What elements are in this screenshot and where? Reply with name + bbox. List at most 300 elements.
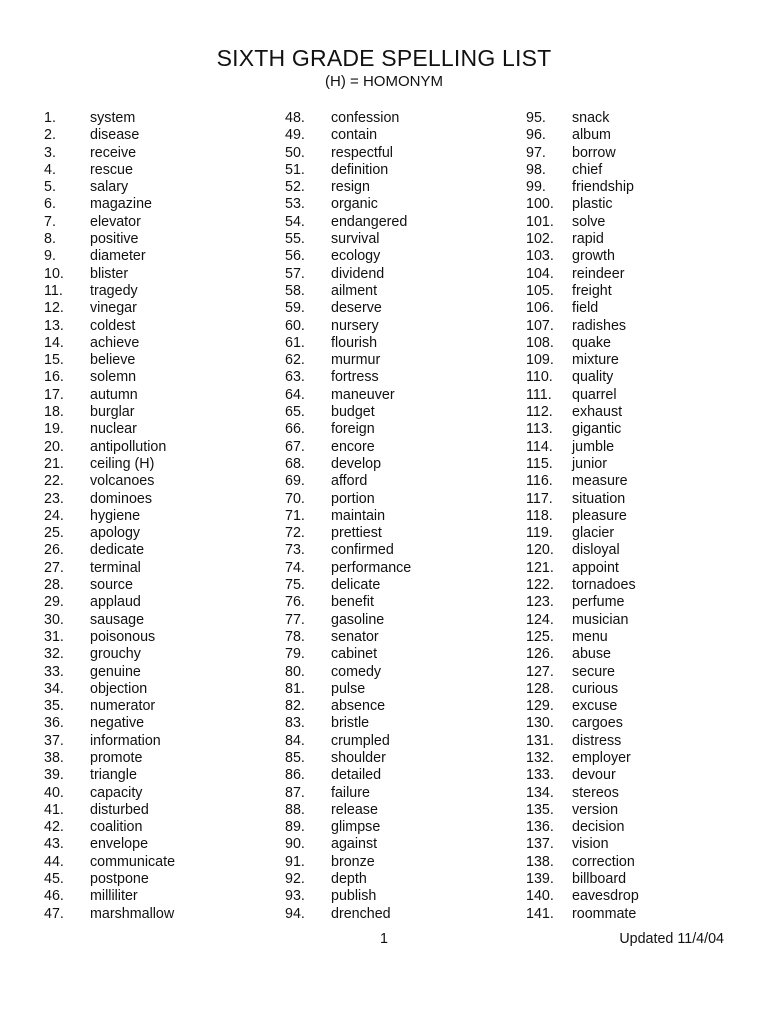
- spelling-word: achieve: [90, 334, 140, 351]
- updated-date: Updated 11/4/04: [619, 931, 724, 947]
- item-number: 89.: [285, 819, 305, 836]
- spelling-word: maintain: [331, 507, 386, 524]
- item-number: 36.: [44, 715, 64, 732]
- spelling-word: album: [572, 127, 611, 144]
- list-item: [285, 491, 515, 508]
- list-item: [285, 162, 515, 179]
- spelling-word: disloyal: [572, 542, 620, 559]
- list-item: [526, 421, 756, 438]
- spelling-word: friendship: [572, 179, 634, 196]
- list-item: [526, 681, 756, 698]
- item-number: 2.: [44, 127, 56, 144]
- word-column-1: [44, 110, 274, 923]
- item-number: 140.: [526, 888, 554, 905]
- list-item: [526, 318, 756, 335]
- spelling-word: ailment: [331, 282, 378, 299]
- word-column-2: [285, 110, 515, 923]
- list-item: [44, 110, 274, 127]
- item-number: 120.: [526, 542, 554, 559]
- spelling-word: confession: [331, 110, 400, 126]
- item-number: 117.: [526, 490, 553, 507]
- spelling-word: appoint: [572, 559, 619, 576]
- list-item: [526, 335, 756, 352]
- spelling-word: blister: [90, 265, 129, 282]
- item-number: 12.: [44, 300, 64, 317]
- item-number: 83.: [285, 715, 305, 732]
- item-number: 27.: [44, 559, 64, 576]
- item-number: 85.: [285, 749, 305, 766]
- item-number: 92.: [285, 871, 305, 888]
- spelling-word: tragedy: [90, 282, 138, 299]
- item-number: 34.: [44, 680, 64, 697]
- item-number: 43.: [44, 836, 64, 853]
- item-number: 80.: [285, 663, 305, 680]
- spelling-word: cabinet: [331, 646, 378, 663]
- spelling-word: coalition: [90, 819, 143, 836]
- spelling-word: borrow: [572, 144, 616, 161]
- spelling-word: dedicate: [90, 542, 145, 559]
- spelling-word: envelope: [90, 836, 149, 853]
- list-item: [44, 335, 274, 352]
- list-item: [285, 560, 515, 577]
- spelling-word: respectful: [331, 144, 393, 161]
- spelling-word: shoulder: [331, 749, 386, 766]
- item-number: 26.: [44, 542, 64, 559]
- item-number: 107.: [526, 317, 554, 334]
- item-number: 8.: [44, 231, 56, 248]
- spelling-word: milliliter: [90, 888, 138, 905]
- item-number: 37.: [44, 732, 64, 749]
- list-item: [44, 733, 274, 750]
- list-item: [285, 145, 515, 162]
- spelling-word: roommate: [572, 905, 637, 922]
- item-number: 125.: [526, 628, 554, 645]
- spelling-word: afford: [331, 473, 368, 490]
- item-number: 25.: [44, 525, 64, 542]
- spelling-word: reindeer: [572, 265, 625, 282]
- item-number: 78.: [285, 628, 305, 645]
- item-number: 112.: [526, 404, 553, 421]
- item-number: 16.: [44, 369, 64, 386]
- item-number: 132.: [526, 749, 554, 766]
- list-item: [44, 698, 274, 715]
- spelling-word: depth: [331, 871, 367, 888]
- spelling-word: delicate: [331, 577, 381, 594]
- spelling-word: bristle: [331, 715, 370, 732]
- item-number: 11.: [44, 282, 63, 299]
- spelling-word: ceiling (H): [90, 455, 155, 472]
- list-item: [285, 525, 515, 542]
- list-item: [526, 871, 756, 888]
- item-number: 3.: [44, 144, 56, 161]
- item-number: 98.: [526, 161, 546, 178]
- spelling-word: dividend: [331, 265, 385, 282]
- list-item: [526, 248, 756, 265]
- list-item: [44, 491, 274, 508]
- item-number: 10.: [44, 265, 64, 282]
- spelling-word: release: [331, 801, 378, 818]
- spelling-word: rapid: [572, 231, 604, 248]
- item-number: 96.: [526, 127, 546, 144]
- spelling-word: version: [572, 801, 619, 818]
- spelling-word: drenched: [331, 905, 391, 922]
- list-item: [285, 352, 515, 369]
- list-item: [44, 179, 274, 196]
- spelling-word: organic: [331, 196, 378, 213]
- list-item: [44, 836, 274, 853]
- item-number: 33.: [44, 663, 64, 680]
- item-number: 39.: [44, 767, 64, 784]
- list-item: [285, 577, 515, 594]
- list-item: [44, 577, 274, 594]
- list-item: [285, 871, 515, 888]
- spelling-word: communicate: [90, 853, 176, 870]
- spelling-word: cargoes: [572, 715, 623, 732]
- item-number: 97.: [526, 144, 546, 161]
- item-number: 29.: [44, 594, 64, 611]
- spelling-word: publish: [331, 888, 377, 905]
- item-number: 136.: [526, 819, 554, 836]
- spelling-word: murmur: [331, 352, 381, 369]
- spelling-word: positive: [90, 231, 139, 248]
- list-item: [44, 542, 274, 559]
- spelling-word: measure: [572, 473, 628, 490]
- list-item: [526, 525, 756, 542]
- item-number: 44.: [44, 853, 64, 870]
- list-item: [44, 888, 274, 905]
- spelling-word: nursery: [331, 317, 379, 334]
- item-number: 23.: [44, 490, 64, 507]
- item-number: 72.: [285, 525, 305, 542]
- item-number: 111.: [526, 386, 552, 403]
- list-item: [285, 646, 515, 663]
- spelling-word: freight: [572, 282, 612, 299]
- list-item: [526, 819, 756, 836]
- spelling-word: develop: [331, 455, 382, 472]
- list-item: [526, 387, 756, 404]
- item-number: 42.: [44, 819, 64, 836]
- list-item: [44, 283, 274, 300]
- item-number: 77.: [285, 611, 305, 628]
- spelling-word: excuse: [572, 698, 618, 715]
- item-number: 113.: [526, 421, 553, 438]
- list-item: [285, 508, 515, 525]
- list-item: [526, 196, 756, 213]
- list-item: [285, 612, 515, 629]
- list-item: [285, 698, 515, 715]
- spelling-word: against: [331, 836, 378, 853]
- list-item: [285, 594, 515, 611]
- list-item: [526, 906, 756, 923]
- item-number: 88.: [285, 801, 305, 818]
- spelling-word: source: [90, 577, 133, 594]
- item-number: 56.: [285, 248, 305, 265]
- spelling-word: snack: [572, 110, 610, 126]
- list-item: [526, 785, 756, 802]
- list-item: [44, 421, 274, 438]
- list-item: [44, 785, 274, 802]
- list-item: [526, 594, 756, 611]
- item-number: 87.: [285, 784, 305, 801]
- list-item: [44, 664, 274, 681]
- spelling-word: field: [572, 300, 599, 317]
- spelling-word: performance: [331, 559, 412, 576]
- spelling-word: quake: [572, 334, 611, 351]
- spelling-word: absence: [331, 698, 386, 715]
- list-item: [526, 110, 756, 127]
- item-number: 75.: [285, 577, 305, 594]
- spelling-word: disease: [90, 127, 140, 144]
- list-item: [285, 369, 515, 386]
- list-item: [285, 836, 515, 853]
- list-item: [44, 352, 274, 369]
- spelling-word: antipollution: [90, 438, 167, 455]
- item-number: 137.: [526, 836, 554, 853]
- spelling-word: negative: [90, 715, 145, 732]
- list-item: [285, 473, 515, 490]
- list-item: [44, 819, 274, 836]
- list-item: [285, 387, 515, 404]
- spelling-word: exhaust: [572, 404, 623, 421]
- list-item: [285, 196, 515, 213]
- list-item: [44, 612, 274, 629]
- list-item: [44, 231, 274, 248]
- list-item: [44, 906, 274, 923]
- item-number: 28.: [44, 577, 64, 594]
- spelling-word: bronze: [331, 853, 375, 870]
- item-number: 18.: [44, 404, 64, 421]
- spelling-word: sausage: [90, 611, 145, 628]
- list-item: [285, 110, 515, 127]
- list-item: [526, 214, 756, 231]
- list-item: [285, 231, 515, 248]
- item-number: 61.: [285, 334, 305, 351]
- item-number: 106.: [526, 300, 554, 317]
- list-item: [44, 646, 274, 663]
- spelling-word: solve: [572, 213, 606, 230]
- spelling-word: rescue: [90, 161, 133, 178]
- list-item: [285, 542, 515, 559]
- spelling-word: glacier: [572, 525, 615, 542]
- list-item: [526, 698, 756, 715]
- spelling-word: capacity: [90, 784, 143, 801]
- item-number: 131.: [526, 732, 554, 749]
- spelling-word: benefit: [331, 594, 374, 611]
- spelling-word: distress: [572, 732, 622, 749]
- list-item: [285, 733, 515, 750]
- item-number: 35.: [44, 698, 64, 715]
- list-item: [285, 802, 515, 819]
- list-item: [526, 127, 756, 144]
- spelling-word: numerator: [90, 698, 156, 715]
- spelling-word: gigantic: [572, 421, 622, 438]
- list-item: [285, 266, 515, 283]
- item-number: 14.: [44, 334, 64, 351]
- item-number: 60.: [285, 317, 305, 334]
- list-item: [44, 525, 274, 542]
- list-item: [526, 629, 756, 646]
- list-item: [526, 508, 756, 525]
- spelling-word: burglar: [90, 404, 135, 421]
- item-number: 9.: [44, 248, 56, 265]
- item-number: 81.: [285, 680, 305, 697]
- item-number: 135.: [526, 801, 554, 818]
- list-item: [526, 179, 756, 196]
- list-item: [285, 456, 515, 473]
- item-number: 124.: [526, 611, 554, 628]
- item-number: 73.: [285, 542, 305, 559]
- list-item: [526, 715, 756, 732]
- spelling-word: radishes: [572, 317, 627, 334]
- spelling-word: curious: [572, 680, 619, 697]
- list-item: [526, 836, 756, 853]
- list-item: [44, 387, 274, 404]
- spelling-word: senator: [331, 628, 379, 645]
- list-item: [526, 802, 756, 819]
- spelling-word: definition: [331, 161, 389, 178]
- item-number: 58.: [285, 282, 305, 299]
- spelling-word: tornadoes: [572, 577, 636, 594]
- spelling-word: diameter: [90, 248, 146, 265]
- item-number: 116.: [526, 473, 553, 490]
- list-item: [526, 231, 756, 248]
- spelling-word: endangered: [331, 213, 408, 230]
- spelling-word: triangle: [90, 767, 137, 784]
- spelling-word: prettiest: [331, 525, 382, 542]
- item-number: 4.: [44, 161, 56, 178]
- spelling-word: coldest: [90, 317, 136, 334]
- list-item: [526, 439, 756, 456]
- list-item: [285, 300, 515, 317]
- list-item: [285, 785, 515, 802]
- list-item: [44, 629, 274, 646]
- list-item: [44, 300, 274, 317]
- spelling-word: portion: [331, 490, 375, 507]
- spelling-word: budget: [331, 404, 375, 421]
- item-number: 59.: [285, 300, 305, 317]
- item-number: 54.: [285, 213, 305, 230]
- item-number: 93.: [285, 888, 305, 905]
- list-item: [44, 369, 274, 386]
- spelling-word: elevator: [90, 213, 141, 230]
- spelling-word: quarrel: [572, 386, 617, 403]
- list-item: [285, 664, 515, 681]
- spelling-word: vision: [572, 836, 609, 853]
- list-item: [526, 733, 756, 750]
- list-item: [526, 854, 756, 871]
- spelling-word: flourish: [331, 334, 378, 351]
- item-number: 21.: [44, 455, 64, 472]
- list-item: [285, 335, 515, 352]
- item-number: 40.: [44, 784, 64, 801]
- item-number: 127.: [526, 663, 554, 680]
- item-number: 126.: [526, 646, 554, 663]
- spelling-word: pulse: [331, 680, 366, 697]
- spelling-word: apology: [90, 525, 141, 542]
- item-number: 38.: [44, 749, 64, 766]
- item-number: 129.: [526, 698, 554, 715]
- spelling-word: glimpse: [331, 819, 381, 836]
- item-number: 141.: [526, 905, 554, 922]
- list-item: [285, 283, 515, 300]
- spelling-word: receive: [90, 144, 137, 161]
- item-number: 82.: [285, 698, 305, 715]
- list-item: [44, 145, 274, 162]
- word-column-3: [526, 110, 756, 923]
- spelling-word: disturbed: [90, 801, 149, 818]
- list-item: [526, 145, 756, 162]
- item-number: 46.: [44, 888, 64, 905]
- spelling-word: believe: [90, 352, 136, 369]
- item-number: 123.: [526, 594, 554, 611]
- item-number: 51.: [285, 161, 305, 178]
- list-item: [526, 767, 756, 784]
- list-item: [44, 214, 274, 231]
- list-item: [44, 594, 274, 611]
- spelling-word: comedy: [331, 663, 382, 680]
- spelling-word: growth: [572, 248, 615, 265]
- item-number: 31.: [44, 628, 64, 645]
- list-item: [526, 266, 756, 283]
- item-number: 103.: [526, 248, 554, 265]
- item-number: 109.: [526, 352, 554, 369]
- item-number: 91.: [285, 853, 305, 870]
- item-number: 6.: [44, 196, 56, 213]
- item-number: 64.: [285, 386, 305, 403]
- list-item: [285, 127, 515, 144]
- spelling-word: objection: [90, 680, 148, 697]
- list-item: [44, 127, 274, 144]
- item-number: 50.: [285, 144, 305, 161]
- spelling-word: chief: [572, 161, 603, 178]
- item-number: 41.: [44, 801, 64, 818]
- spelling-word: plastic: [572, 196, 613, 213]
- list-item: [526, 283, 756, 300]
- item-number: 30.: [44, 611, 64, 628]
- list-item: [44, 681, 274, 698]
- list-item: [285, 214, 515, 231]
- item-number: 128.: [526, 680, 554, 697]
- list-item: [44, 767, 274, 784]
- list-item: [285, 767, 515, 784]
- list-item: [44, 404, 274, 421]
- spelling-word: decision: [572, 819, 625, 836]
- item-number: 57.: [285, 265, 305, 282]
- spelling-word: abuse: [572, 646, 611, 663]
- spelling-word: grouchy: [90, 646, 141, 663]
- item-number: 90.: [285, 836, 305, 853]
- item-number: 20.: [44, 438, 64, 455]
- list-item: [44, 715, 274, 732]
- list-item: [44, 248, 274, 265]
- item-number: 47.: [44, 905, 64, 922]
- list-item: [526, 664, 756, 681]
- spelling-word: system: [90, 110, 136, 126]
- item-number: 13.: [44, 317, 64, 334]
- item-number: 24.: [44, 507, 64, 524]
- item-number: 48.: [285, 110, 305, 126]
- item-number: 104.: [526, 265, 554, 282]
- list-item: [285, 404, 515, 421]
- item-number: 5.: [44, 179, 56, 196]
- list-item: [526, 404, 756, 421]
- spelling-word: eavesdrop: [572, 888, 639, 905]
- item-number: 69.: [285, 473, 305, 490]
- item-number: 110.: [526, 369, 553, 386]
- spelling-word: billboard: [572, 871, 627, 888]
- list-item: [526, 750, 756, 767]
- list-item: [285, 248, 515, 265]
